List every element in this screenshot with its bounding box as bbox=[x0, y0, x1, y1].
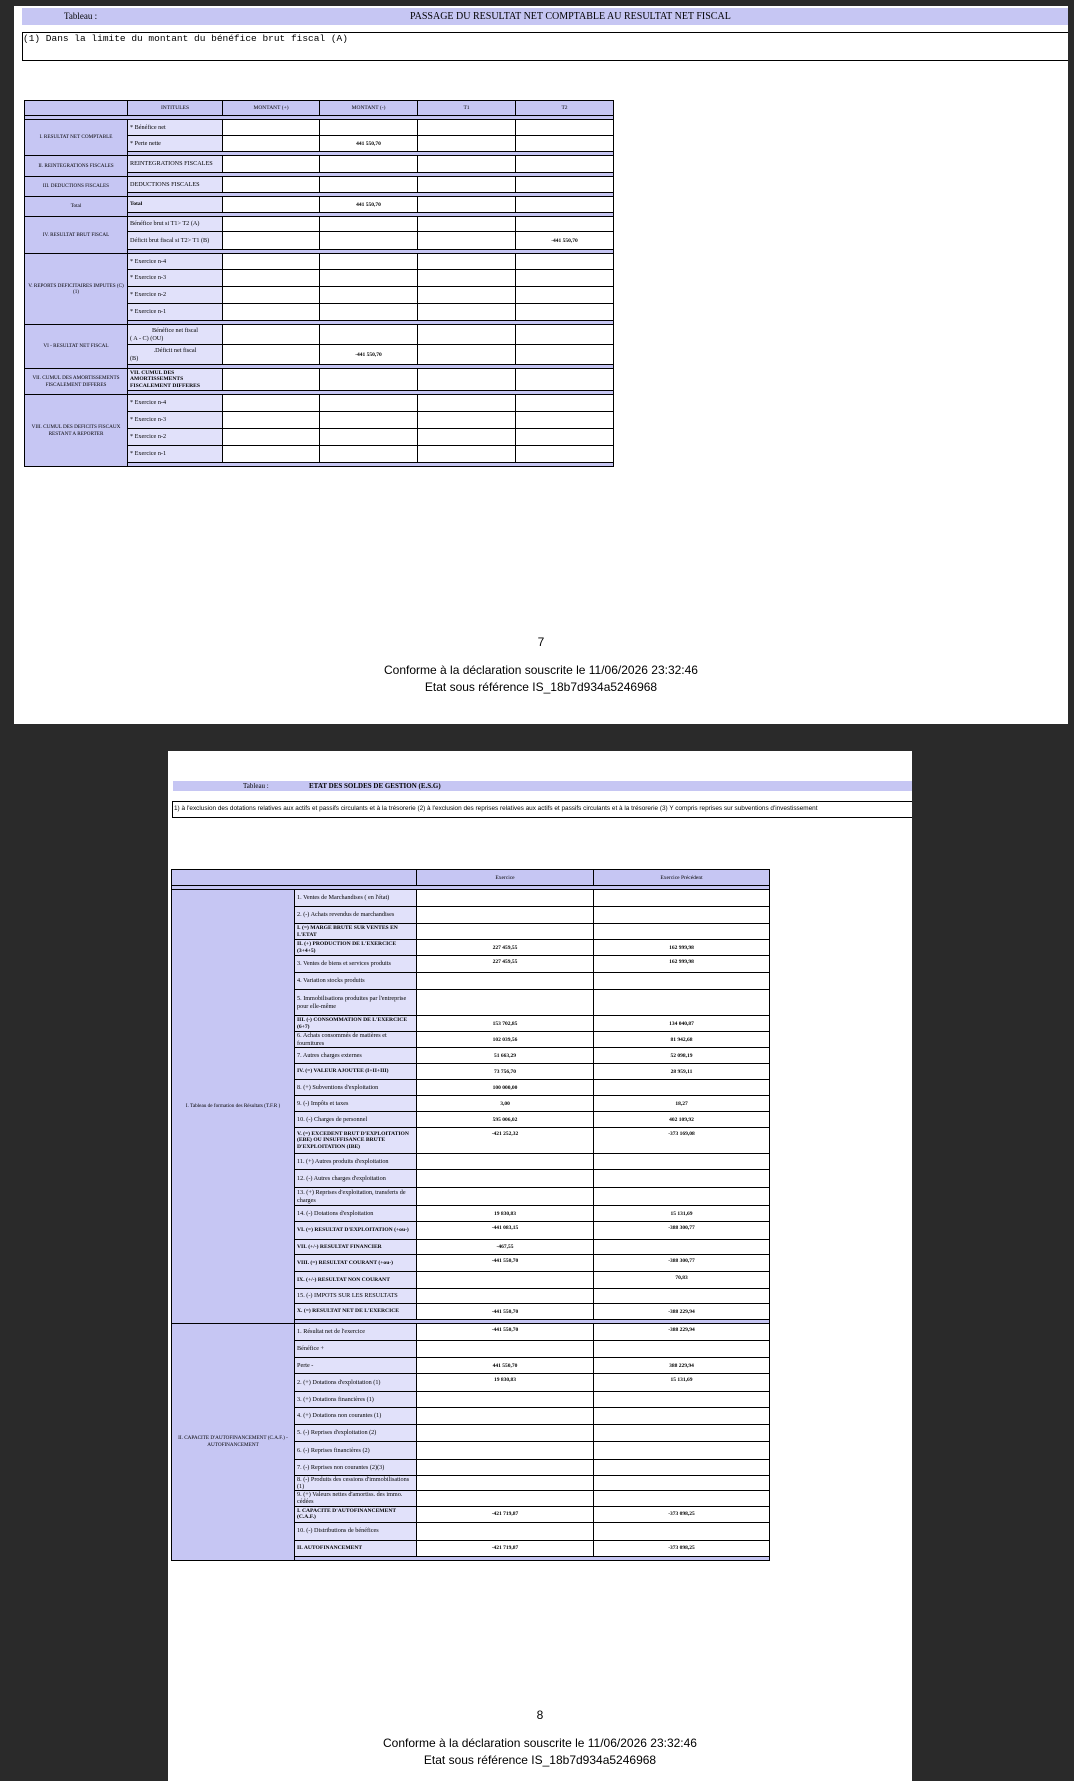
value-precedent bbox=[594, 1080, 770, 1096]
value-precedent: 18,27 bbox=[594, 1096, 770, 1112]
footer-conformity-line: Conforme à la déclaration souscrite le 11/06/2026 23:32:46 bbox=[383, 1736, 697, 1750]
value-exercice: -441 550,70 bbox=[417, 1304, 594, 1320]
tfr-body bbox=[172, 890, 770, 1324]
value-exercice: 51 663,29 bbox=[417, 1048, 594, 1064]
value-exercice: -441 083,15 bbox=[417, 1222, 594, 1240]
banner-label: Tableau : bbox=[243, 782, 269, 790]
row-label: 4. (+) Dotations non courantes (1) bbox=[295, 1408, 417, 1425]
table-header-row bbox=[172, 870, 770, 886]
value-exercice bbox=[417, 1425, 594, 1442]
esg-table bbox=[171, 869, 770, 1561]
value-exercice bbox=[417, 1476, 594, 1491]
value-exercice: -441 550,70 bbox=[417, 1255, 594, 1272]
page-footer bbox=[14, 634, 1068, 696]
row-label: 8. (-) Produits des cessions d'immobilisations (1) bbox=[295, 1476, 417, 1491]
row-label: 5. Immobilisations produites par l'entreprise pour elle-même bbox=[295, 990, 417, 1016]
deficit-net-fiscal-line2: (B) bbox=[130, 354, 139, 362]
page-8 bbox=[168, 751, 912, 1781]
value-exercice bbox=[417, 1491, 594, 1506]
value-exercice bbox=[417, 1341, 594, 1358]
section-reintegrations: II. REINTEGRATIONS FISCALES bbox=[25, 156, 128, 177]
value-precedent: 15 131,69 bbox=[594, 1374, 770, 1392]
page-footer bbox=[168, 1707, 912, 1769]
deficit-net-fiscal-line1: .Déficit net fiscal bbox=[153, 347, 197, 355]
value-precedent: -388 300,77 bbox=[594, 1222, 770, 1240]
row-label: 10. (-) Distributions de bénéfices bbox=[295, 1522, 417, 1540]
row-label-perte-nette: * Perte nette bbox=[128, 136, 223, 152]
row-label: II. (+) PRODUCTION DE L'EXERCICE (3+4+5) bbox=[295, 940, 417, 956]
value-precedent: -373 169,08 bbox=[594, 1128, 770, 1154]
page-number: 8 bbox=[536, 1708, 544, 1722]
footer-reference-line: Etat sous référence IS_18b7d934a5246968 bbox=[424, 680, 658, 694]
row-label: 7. Autres charges externes bbox=[295, 1048, 417, 1064]
table-row bbox=[172, 1324, 770, 1341]
value-perte-nette: 441 550,70 bbox=[320, 136, 418, 152]
value-exercice bbox=[417, 1154, 594, 1170]
value-exercice: 19 830,83 bbox=[417, 1374, 594, 1392]
value-precedent bbox=[594, 1240, 770, 1255]
section-cumul-deficits: VIII. CUMUL DES DEFICITS FISCAUX RESTANT A REPORTER bbox=[25, 395, 128, 467]
value-precedent bbox=[594, 1392, 770, 1408]
header-montant-plus: MONTANT (+) bbox=[223, 101, 320, 116]
footer-conformity-line: Conforme à la déclaration souscrite le 11/06/2026 23:32:46 bbox=[384, 663, 698, 677]
row-label-deficit-brut: Déficit brut fiscal si T2> T1 (B) bbox=[128, 232, 223, 250]
value-exercice: 100 000,00 bbox=[417, 1080, 594, 1096]
header-t2: T2 bbox=[516, 101, 614, 116]
value-exercice bbox=[417, 1170, 594, 1188]
row-label-cumul-n4: * Exercice n-4 bbox=[128, 395, 223, 412]
header-montant-minus: MONTANT (-) bbox=[320, 101, 418, 116]
value-precedent: -373 098,25 bbox=[594, 1540, 770, 1556]
row-label-cumul-amortissements: VII. CUMUL DES AMORTISSEMENTS FISCALEMENT DIFFERES bbox=[128, 369, 223, 391]
row-label: 1. Ventes de Marchandises ( en l'état) bbox=[295, 890, 417, 907]
row-label: 15. (-) IMPOTS SUR LES RESULTATS bbox=[295, 1289, 417, 1304]
row-label-report-n3: * Exercice n-3 bbox=[128, 270, 223, 287]
section-resultat-net-fiscal: VI - RESULTAT NET FISCAL bbox=[25, 325, 128, 369]
value-exercice bbox=[417, 1442, 594, 1460]
section-resultat-net-comptable: I. RESULTAT NET COMPTABLE bbox=[25, 120, 128, 156]
value-exercice bbox=[417, 1188, 594, 1206]
row-label: 4. Variation stocks produits bbox=[295, 973, 417, 990]
value-precedent: 388 229,94 bbox=[594, 1358, 770, 1374]
value-precedent bbox=[594, 1522, 770, 1540]
value-exercice bbox=[417, 1392, 594, 1408]
header-exercice-precedent: Exercice Précédent bbox=[594, 870, 770, 886]
value-precedent: 52 098,19 bbox=[594, 1048, 770, 1064]
header-exercice: Exercice bbox=[417, 870, 594, 886]
value-precedent bbox=[594, 973, 770, 990]
table-title-banner bbox=[22, 8, 1068, 25]
value-precedent bbox=[594, 1460, 770, 1476]
table-row bbox=[25, 254, 614, 270]
banner-title: PASSAGE DU RESULTAT NET COMPTABLE AU RESULTAT NET FISCAL bbox=[410, 11, 731, 22]
row-label-cumul-n2: * Exercice n-2 bbox=[128, 429, 223, 446]
row-label: VI. (=) RESULTAT D'EXPLOITATION (+ou-) bbox=[295, 1222, 417, 1240]
value-precedent bbox=[594, 1154, 770, 1170]
value-precedent bbox=[594, 1188, 770, 1206]
note-text: (1) Dans la limite du montant du bénéfice brut fiscal (A) bbox=[23, 33, 348, 44]
row-label: 10. (-) Charges de personnel bbox=[295, 1112, 417, 1128]
row-label: I. (=) MARGE BRUTE SUR VENTES EN L'ETAT bbox=[295, 924, 417, 940]
row-label: 14. (-) Dotations d'exploitation bbox=[295, 1206, 417, 1222]
value-exercice bbox=[417, 1289, 594, 1304]
value-precedent: 28 959,11 bbox=[594, 1064, 770, 1080]
page-7 bbox=[14, 6, 1068, 724]
banner-label: Tableau : bbox=[64, 11, 98, 21]
value-deficit-net-fiscal: -441 550,70 bbox=[320, 345, 418, 365]
value-exercice: 19 830,83 bbox=[417, 1206, 594, 1222]
table-note bbox=[22, 32, 1068, 61]
value-total-minus: 441 550,70 bbox=[320, 197, 418, 213]
value-exercice bbox=[417, 890, 594, 907]
value-deficit-brut-t2: -441 550,70 bbox=[516, 232, 614, 250]
value-exercice: -421 719,87 bbox=[417, 1506, 594, 1522]
value-exercice: 227 459,55 bbox=[417, 956, 594, 973]
table-note bbox=[172, 801, 912, 818]
table-row bbox=[25, 325, 614, 345]
row-label: 1. Résultat net de l'exercice bbox=[295, 1324, 417, 1341]
row-label: III. (-) CONSOMMATION DE L'EXERCICE (6+7) bbox=[295, 1016, 417, 1032]
value-exercice bbox=[417, 1460, 594, 1476]
table-row bbox=[25, 369, 614, 391]
row-label: Bénéfice + bbox=[295, 1341, 417, 1358]
value-exercice: 595 006,02 bbox=[417, 1112, 594, 1128]
value-precedent bbox=[594, 1476, 770, 1491]
row-label: 3. (+) Dotations financières (1) bbox=[295, 1392, 417, 1408]
value-exercice: 227 459,55 bbox=[417, 940, 594, 956]
banner-title: ETAT DES SOLDES DE GESTION (E.S.G) bbox=[309, 782, 441, 790]
table-row bbox=[25, 156, 614, 173]
value-precedent: 402 109,92 bbox=[594, 1112, 770, 1128]
table-row bbox=[25, 217, 614, 232]
row-label: 2. (+) Dotations d'exploitation (1) bbox=[295, 1374, 417, 1392]
value-exercice: -421 252,32 bbox=[417, 1128, 594, 1154]
value-precedent: 81 942,68 bbox=[594, 1032, 770, 1048]
row-label: 9. (+) Valeurs nettes d'amortiss. des immo. cédées bbox=[295, 1491, 417, 1506]
value-exercice: 153 702,85 bbox=[417, 1016, 594, 1032]
row-label: 13. (+) Reprises d'exploitation, transferts de charges bbox=[295, 1188, 417, 1206]
header-intitules: INTITULES bbox=[128, 101, 223, 116]
row-label: 3. Ventes de biens et services produits bbox=[295, 956, 417, 973]
value-exercice: 3,00 bbox=[417, 1096, 594, 1112]
value-precedent: 134 040,87 bbox=[594, 1016, 770, 1032]
value-exercice bbox=[417, 1522, 594, 1540]
row-label: Perte - bbox=[295, 1358, 417, 1374]
resultat-fiscal-table bbox=[24, 100, 614, 467]
row-label: 2. (-) Achats revendus de marchandises bbox=[295, 907, 417, 924]
section-reports-deficitaires: V. REPORTS DEFICITAIRES IMPUTES (C) (1) bbox=[25, 254, 128, 325]
value-precedent: -388 229,94 bbox=[594, 1324, 770, 1341]
value-exercice: -441 550,70 bbox=[417, 1324, 594, 1341]
table-row bbox=[25, 197, 614, 213]
row-label-deductions: DEDUCTIONS FISCALES bbox=[128, 177, 223, 193]
value-exercice: 73 756,70 bbox=[417, 1064, 594, 1080]
row-label-cumul-n1: * Exercice n-1 bbox=[128, 446, 223, 463]
note-text: 1) à l'exclusion des dotations relatives aux actifs et passifs circulants et à la trésorerie (2) à l'exclusion des reprises relatives aux actifs et passifs circulants et à la trésorerie (3) Y compris reprises sur subventions d'investissement bbox=[174, 805, 818, 812]
row-label-report-n2: * Exercice n-2 bbox=[128, 287, 223, 304]
value-precedent: -388 300,77 bbox=[594, 1255, 770, 1272]
row-label: 8. (+) Subventions d'exploitation bbox=[295, 1080, 417, 1096]
row-label: X. (=) RESULTAT NET DE L'EXERCICE bbox=[295, 1304, 417, 1320]
table-title-banner bbox=[173, 781, 912, 791]
value-precedent bbox=[594, 907, 770, 924]
row-label: I. CAPACITE D'AUTOFINANCEMENT (C.A.F.) bbox=[295, 1506, 417, 1522]
row-label: 9. (-) Impôts et taxes bbox=[295, 1096, 417, 1112]
value-precedent: 162 999,98 bbox=[594, 940, 770, 956]
row-label-benefice-net-fiscal bbox=[128, 325, 223, 345]
section-tableau-formation-resultats: I. Tableau de formation des Résultats (T.F.R ) bbox=[172, 890, 295, 1324]
value-exercice: 441 550,70 bbox=[417, 1358, 594, 1374]
value-precedent bbox=[594, 924, 770, 940]
value-exercice: -467,55 bbox=[417, 1240, 594, 1255]
row-label: 5. (-) Reprises d'exploitation (2) bbox=[295, 1425, 417, 1442]
table-row bbox=[25, 395, 614, 412]
value-exercice bbox=[417, 907, 594, 924]
row-label: 12. (-) Autres charges d'exploitation bbox=[295, 1170, 417, 1188]
table-row bbox=[25, 177, 614, 193]
row-label: 6. (-) Reprises financières (2) bbox=[295, 1442, 417, 1460]
value-precedent bbox=[594, 890, 770, 907]
table-row bbox=[172, 890, 770, 907]
footer-reference-line: Etat sous référence IS_18b7d934a5246968 bbox=[423, 1753, 657, 1767]
value-precedent bbox=[594, 1341, 770, 1358]
row-label: II. AUTOFINANCEMENT bbox=[295, 1540, 417, 1556]
value-exercice bbox=[417, 990, 594, 1016]
caf-body bbox=[172, 1324, 770, 1561]
row-label-deficit-net-fiscal bbox=[128, 345, 223, 365]
table-row bbox=[25, 120, 614, 136]
row-label-cumul-n3: * Exercice n-3 bbox=[128, 412, 223, 429]
row-label-total: Total bbox=[128, 197, 223, 213]
section-resultat-brut-fiscal: IV. RESULTAT BRUT FISCAL bbox=[25, 217, 128, 254]
value-precedent bbox=[594, 1289, 770, 1304]
benefice-net-fiscal-line1: Bénéfice net fiscal bbox=[151, 327, 199, 335]
value-exercice bbox=[417, 973, 594, 990]
value-precedent: 162 999,98 bbox=[594, 956, 770, 973]
value-exercice: -421 719,87 bbox=[417, 1540, 594, 1556]
value-precedent bbox=[594, 1491, 770, 1506]
value-exercice bbox=[417, 1408, 594, 1425]
row-label-reintegrations: REINTEGRATIONS FISCALES bbox=[128, 156, 223, 173]
row-label: V. (=) EXCEDENT BRUT D'EXPLOITATION (EBE) OU INSUFFISANCE BRUTE D'EXPLOITATION (IBE) bbox=[295, 1128, 417, 1154]
benefice-net-fiscal-line2: ( A - C) (OU) bbox=[130, 334, 164, 342]
value-exercice bbox=[417, 924, 594, 940]
value-precedent bbox=[594, 1425, 770, 1442]
value-precedent bbox=[594, 1170, 770, 1188]
value-precedent bbox=[594, 1442, 770, 1460]
row-label: IV. (=) VALEUR AJOUTEE (I+II+III) bbox=[295, 1064, 417, 1080]
value-precedent: -373 098,25 bbox=[594, 1506, 770, 1522]
row-label-benefice-brut: Bénéfice brut si T1> T2 (A) bbox=[128, 217, 223, 232]
value-precedent: 70,83 bbox=[594, 1272, 770, 1289]
section-capacite-autofinancement: II. CAPACITE D'AUTOFINANCEMENT (C.A.F.) - AUTOFINANCEMENT bbox=[172, 1324, 295, 1561]
header-t1: T1 bbox=[418, 101, 516, 116]
value-exercice bbox=[417, 1272, 594, 1289]
value-precedent: 15 131,69 bbox=[594, 1206, 770, 1222]
value-exercice: 102 039,56 bbox=[417, 1032, 594, 1048]
value-precedent bbox=[594, 990, 770, 1016]
row-label: VII. (+/-) RESULTAT FINANCIER bbox=[295, 1240, 417, 1255]
row-label: 11. (+) Autres produits d'exploitation bbox=[295, 1154, 417, 1170]
section-cumul-amortissements: VII. CUMUL DES AMORTISSEMENTS FISCALEMENT DIFFERES bbox=[25, 369, 128, 395]
value-precedent bbox=[594, 1408, 770, 1425]
row-label-report-n4: * Exercice n-4 bbox=[128, 254, 223, 270]
section-total: Total bbox=[25, 197, 128, 217]
row-label: VIII. (=) RESULTAT COURANT (+ou-) bbox=[295, 1255, 417, 1272]
row-label: IX. (+/-) RESULTAT NON COURANT bbox=[295, 1272, 417, 1289]
value-precedent: -388 229,94 bbox=[594, 1304, 770, 1320]
row-label-benefice-net: * Bénéfice net bbox=[128, 120, 223, 136]
page-number: 7 bbox=[537, 635, 545, 649]
table-header-row bbox=[25, 101, 614, 116]
row-label-report-n1: * Exercice n-1 bbox=[128, 304, 223, 321]
row-label: 6. Achats consommés de matières et fournitures bbox=[295, 1032, 417, 1048]
row-label: 7. (-) Reprises non courantes (2)(3) bbox=[295, 1460, 417, 1476]
section-deductions: III. DEDUCTIONS FISCALES bbox=[25, 177, 128, 197]
